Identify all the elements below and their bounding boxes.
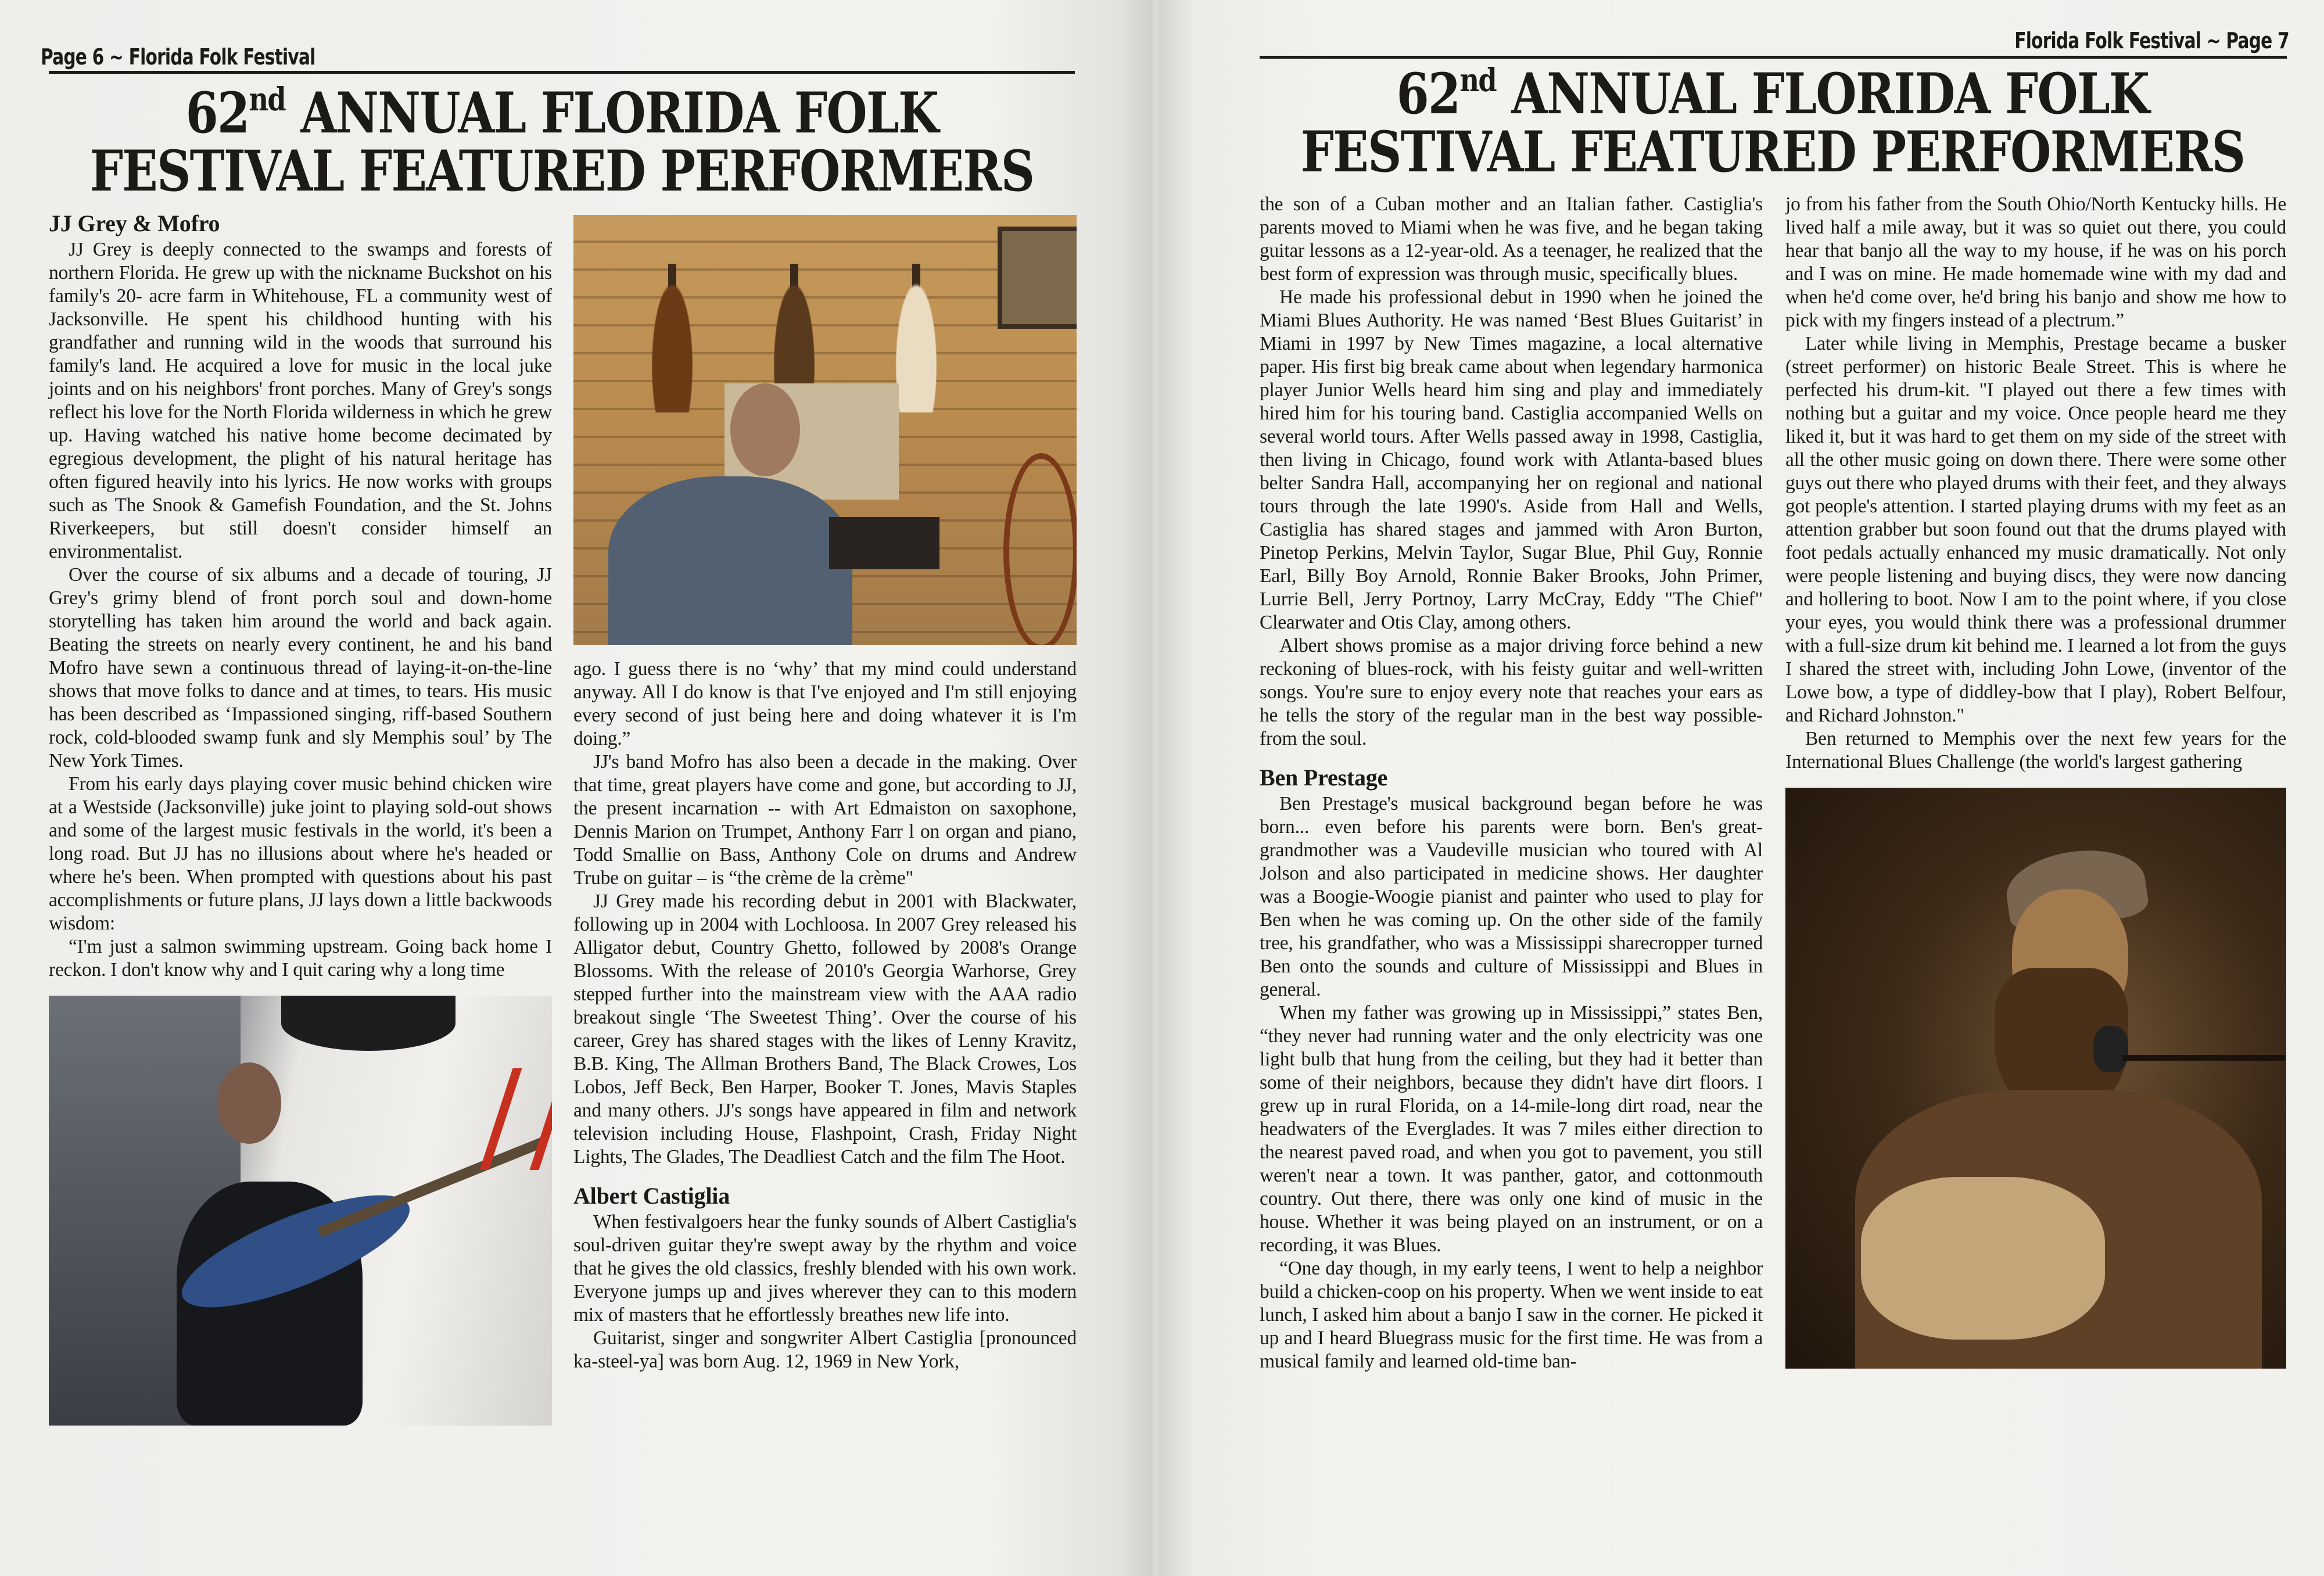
column-2 [573, 215, 1077, 1373]
column-3 [1260, 193, 1763, 1373]
photo-jj-grey-studio [573, 215, 1077, 645]
title-line-2: FESTIVAL FEATURED PERFORMERS [1300, 119, 2245, 185]
section-heading-jj-grey: JJ Grey & Mofro [49, 210, 220, 236]
paragraph: Later while living in Memphis, Prestage became a busker (street performer) on historic Beale Street. This is where he perfected his drum-kit. "I played out there a few times with nothing but a guitar and my voice. Once people heard me they liked it, but it was hard to get them on my side of the street with all the other music going on down there. There were some other guys out there who played drums with their feet, and they always got people's attention. I started playing drums with my feet as an attention grabber but soon found out that the drums played with foot pedals actually enhanced my music dramatically. Not only were people listening and buying discs, they were now dancing and hollering to boot. Now I am to the point where, if you close your eyes, you would think there was a professional drummer with a full-size drum kit behind me. I learned a lot from the guys I shared the street with, including John Lowe, (inventor of the Lowe bow, a type of diddley-bow that I play), Robert Belfour, and Richard Johnston." [1785, 333, 2286, 726]
section-heading-ben-prestage: Ben Prestage [1260, 764, 1388, 791]
paragraph: From his early days playing cover music behind chicken wire at a Westside (Jacksonville) juke joint to playing sold-out shows and some of the largest music festivals in the world, it's been a long road. But JJ has no illusions about where he's headed or where he's been. When prompted with questions about his past accomplishments or future plans, JJ lays down a little backwoods wisdom: [49, 773, 552, 934]
paragraph: Ben returned to Memphis over the next few years for the International Blues Challenge (the world's largest gathering [1785, 728, 2286, 773]
paragraph: When festivalgoers hear the funky sounds of Albert Castiglia's soul-driven guitar they're swept away by the rhythm and voice that he gives the old classics, freshly blended with his own work. Everyone jumps up and jives wherever they can to this modern mix of masters that he effortlessly breathes new life into. [573, 1211, 1077, 1326]
title-suffix: nd [1459, 61, 1496, 99]
paragraph: He made his professional debut in 1990 when he joined the Miami Blues Authority. He was named ‘Best Blues Guitarist’ in Miami in 1997 by New Times magazine, a local alternative paper. His first big break came about when legendary harmonica player Junior Wells heard him sing and play and immediately hired him for his touring band. Castiglia accompanied Wells on several world tours. After Wells passed away in 1998, Castiglia, then living in Chicago, found work with Atlanta-based blues belter Sandra Hall, accompanying her on regional and national tours through the late 1990's. Aside from Hall and Wells, Castiglia has shared stages and jammed with Aron Burton, Pinetop Perkins, Melvin Taylor, Sugar Blue, Phil Guy, Ronnie Earl, Billy Boy Arnold, Ronnie Baker Brooks, John Primer, Lurrie Bell, Jerry Portnoy, Larry McCray, Eddy "The Chief" Clearwater and Otis Clay, among others. [1260, 286, 1763, 633]
paragraph: ago. I guess there is no ‘why’ that my mind could understand anyway. All I do know is that I've enjoyed and I'm still enjoying every second of just being here and doing whatever it is I'm doing.” [573, 658, 1077, 749]
paragraph: jo from his father from the South Ohio/North Kentucky hills. He lived half a mile away, but it was so quiet out there, you could hear that banjo all the way to my house, if he was on his porch and I was on mine. He made homemade wine with my dad and when he'd come over, he'd bring his banjo and show me how to pick with my fingers instead of a plectrum.” [1785, 193, 2286, 331]
column-1 [49, 210, 552, 1426]
page-7 [1159, 0, 2324, 1576]
paragraph: When my father was growing up in Mississippi,” states Ben, “they never had running water and the only electricity was one light bulb that hung from the ceiling, but they had it better than some of their neighbors, because they didn't have dirt floors. I grew up in rural Florida, on a 14-mile-long dirt road, near the headwaters of the Everglades. It was 7 miles either direction to the nearest paved road, and when you got to pavement, you still weren't near a town. It was panther, gator, and cottonmouth country. Out there, there was only one kind of music in the house. Whether it was being played on an instrument, or on a recording, it was Blues. [1260, 1002, 1763, 1256]
column-4 [1785, 193, 2286, 1369]
running-head: Florida Folk Festival ~ Page 7 [2014, 28, 2289, 53]
page-title [1285, 61, 2261, 185]
paragraph: Guitarist, singer and songwriter Albert Castiglia [pronounced ka-steel-ya] was born Aug. 12, 1969 in New York, [573, 1327, 1077, 1372]
paragraph: the son of a Cuban mother and an Italian father. Castiglia's parents moved to Miami when he was five, and he began taking guitar lessons as a 12-year-old. As a teenager, he realized that the best form of expression was through music, specifically blues. [1260, 193, 1763, 285]
title-line-2: FESTIVAL FEATURED PERFORMERS [89, 138, 1034, 204]
page-6 [0, 0, 1153, 1576]
title-number: 62 [1396, 61, 1460, 127]
paragraph: Over the course of six albums and a decade of touring, JJ Grey's grimy blend of front porch soul and down-home storytelling has taken him around the world and back again. Beating the streets on nearly every continent, he and his band Mofro have sewn a continuous thread of laying-it-on-the-line shows that move folks to dance and at times, to tears. His music has been described as ‘Impassioned singing, riff-based Southern rock, cold-blooded swamp funk and sly Memphis soul’ by The New York Times. [49, 564, 552, 771]
photo-ben-prestage [1785, 788, 2286, 1369]
header-rule [49, 71, 1075, 74]
photo-jj-grey-guitar [49, 996, 552, 1426]
title-number: 62 [185, 80, 249, 146]
header-rule [1260, 56, 2287, 59]
paragraph: JJ's band Mofro has also been a decade in the making. Over that time, great players have come and gone, but according to JJ, the present incarnation -- with Art Edmaiston on saxophone, Dennis Marion on Trumpet, Anthony Farr l on organ and piano, Todd Smallie on Bass, Anthony Cole on drums and Andrew Trube on guitar – is “the crème de la crème" [573, 751, 1077, 889]
paragraph: JJ Grey is deeply connected to the swamps and forests of northern Florida. He grew up with the nickname Buckshot on his family's 20- acre farm in Whitehouse, FL a community west of Jacksonville. He spent his childhood hunting with his grandfather and running wild in the woods that surround his family's land. He acquired a love for music in the local juke joints and on his neighbors' front porches. Many of Grey's songs reflect his love for the North Florida wilderness in which he grew up. Having watched his native home become decimated by egregious development, the plight of his natural heritage has often figured heavily into his lyrics. He now works with groups such as The Snook & Gamefish Foundation, and the St. Johns Riverkeepers, but still doesn't consider himself an environmentalist. [49, 239, 552, 562]
paragraph: “One day though, in my early teens, I went to help a neighbor build a chicken-coop on his property. When we went inside to eat lunch, I asked him about a banjo I saw in the corner. He picked it up and I heard Bluegrass music for the first time. He was from a musical family and learned old-time ban- [1260, 1258, 1763, 1372]
running-head: Page 6 ~ Florida Folk Festival [41, 44, 315, 70]
paragraph: Albert shows promise as a major driving force behind a new reckoning of blues-rock, with his feisty guitar and well-written songs. You're sure to enjoy every note that reaches your ears as he tells the story of the regular man in the best way possible- from the soul. [1260, 635, 1763, 749]
title-line-1: ANNUAL FLORIDA FOLK [300, 80, 938, 146]
title-line-1: ANNUAL FLORIDA FOLK [1511, 61, 2149, 127]
section-heading-albert-castiglia: Albert Castiglia [573, 1183, 730, 1209]
paragraph: “I'm just a salmon swimming upstream. Going back home I reckon. I don't know why and I quit caring why a long time [49, 936, 552, 981]
paragraph: JJ Grey made his recording debut in 2001 with Blackwater, following up in 2004 with Lochloosa. In 2007 Grey released his Alligator debut, Country Ghetto, followed by 2008's Orange Blossoms. With the release of 2010's Georgia Warhorse, Grey stepped further into the mainstream view with the AAA radio breakout single ‘The Sweetest Thing’. Over the course of his career, Grey has shared stages with the likes of Lenny Kravitz, B.B. King, The Allman Brothers Band, The Black Crowes, Los Lobos, Jeff Beck, Ben Harper, Booker T. Jones, Mavis Staples and many others. JJ's songs have appeared in film and network television including House, Flashpoint, Crash, Friday Night Lights, The Glades, The Deadliest Catch and the film The Hoot. [573, 891, 1077, 1168]
paragraph: Ben Prestage's musical background began before he was born... even before his parents were born. Ben's great-grandmother was a Vaudeville musician who toured with Al Jolson and also participated in medicine shows. Her daughter was a Boogie-Woogie pianist and painter who used to play for Ben when he was coming up. On the other side of the family tree, his grandfather, who was a Mississippi sharecropper turned Ben onto the sounds and culture of Mississippi and Blues in general. [1260, 793, 1763, 1000]
title-suffix: nd [249, 80, 285, 118]
page-title [74, 80, 1050, 204]
